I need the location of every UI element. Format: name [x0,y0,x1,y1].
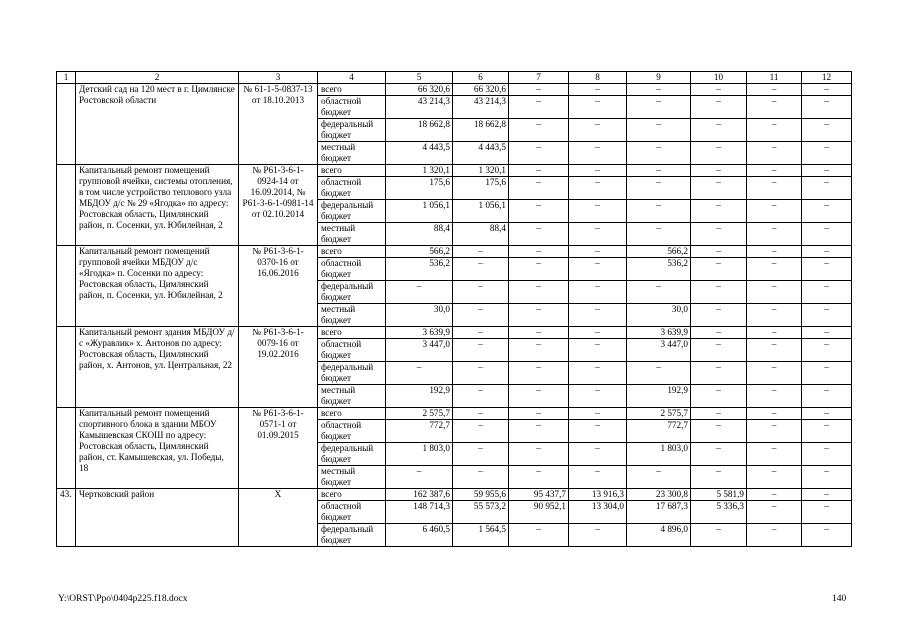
amount-cell: – [453,443,509,466]
object-name: Детский сад на 120 мест в г. Цимлянске Ростовской области [76,84,239,165]
amount-cell: – [691,142,747,165]
column-header: 4 [318,72,386,84]
amount-cell: 1 803,0 [386,443,453,466]
amount-cell: – [569,84,627,96]
amount-cell: – [691,420,747,443]
amount-cell: 88,4 [453,223,509,246]
amount-cell: 90 952,1 [509,501,569,524]
amount-cell: 88,4 [386,223,453,246]
amount-cell: – [509,177,569,200]
column-header: 6 [453,72,509,84]
amount-cell: 66 320,6 [386,84,453,96]
amount-cell: – [691,258,747,281]
amount-cell: 4 443,5 [386,142,453,165]
amount-cell: 162 387,6 [386,489,453,501]
amount-cell: – [747,223,802,246]
amount-cell: 3 447,0 [386,339,453,362]
amount-cell: – [509,84,569,96]
column-header: 10 [691,72,747,84]
object-name: Чертковский район [76,489,239,547]
amount-cell: – [691,304,747,327]
amount-cell: – [386,466,453,489]
funding-source: всего [318,165,386,177]
amount-cell: – [453,466,509,489]
amount-cell: – [802,84,852,96]
funding-source: местный бюджет [318,142,386,165]
amount-cell: 5 336,3 [691,501,747,524]
funding-source: областной бюджет [318,420,386,443]
amount-cell: – [691,223,747,246]
amount-cell: 6 460,5 [386,524,453,547]
amount-cell: – [509,246,569,258]
amount-cell: – [691,327,747,339]
amount-cell: – [802,420,852,443]
amount-cell: 175,6 [386,177,453,200]
column-header: 1 [57,72,76,84]
amount-cell: – [747,142,802,165]
amount-cell: – [627,466,691,489]
amount-cell: – [747,246,802,258]
funding-source: местный бюджет [318,466,386,489]
amount-cell: 2 575,7 [386,408,453,420]
amount-cell: – [569,362,627,385]
amount-cell: 30,0 [627,304,691,327]
amount-cell: – [627,200,691,223]
amount-cell: – [747,200,802,223]
amount-cell: – [802,385,852,408]
amount-cell: – [691,408,747,420]
amount-cell: 55 573,2 [453,501,509,524]
funding-source: федеральный бюджет [318,281,386,304]
budget-table [56,71,852,547]
page-number: 140 [832,594,847,604]
amount-cell: – [747,420,802,443]
amount-cell: – [569,165,627,177]
amount-cell: – [691,362,747,385]
amount-cell: – [569,339,627,362]
amount-cell: – [627,281,691,304]
amount-cell: 536,2 [627,258,691,281]
document-number: № Р61-3-6-1-0924-14 от 16.09.2014, № Р61-3-6-1-0981-14 от 02.10.2014 [239,165,318,246]
amount-cell: 30,0 [386,304,453,327]
document-number: № Р61-3-6-1-0370-16 от 16.06.2016 [239,246,318,327]
amount-cell: – [747,327,802,339]
amount-cell: – [569,142,627,165]
amount-cell: – [509,200,569,223]
amount-cell: 23 300,8 [627,489,691,501]
amount-cell: – [627,223,691,246]
amount-cell: 3 639,9 [386,327,453,339]
object-name: Капитальный ремонт здания МБДОУ д/с «Журавлик» х. Антонов по адресу: Ростовская область, Цимлянский район, х. Антонов, ул. Центральная, 22 [76,327,239,408]
amount-cell: – [453,281,509,304]
column-header: 5 [386,72,453,84]
column-header: 9 [627,72,691,84]
amount-cell: 1 320,1 [386,165,453,177]
file-path: Y:\ORST\Ppo\0404p225.f18.docx [58,594,188,604]
amount-cell: – [747,96,802,119]
funding-source: федеральный бюджет [318,524,386,547]
amount-cell: – [802,281,852,304]
amount-cell: – [747,339,802,362]
amount-cell: – [802,177,852,200]
amount-cell: – [802,258,852,281]
amount-cell: – [747,443,802,466]
amount-cell: 3 447,0 [627,339,691,362]
amount-cell: – [453,339,509,362]
amount-cell: 192,9 [386,385,453,408]
amount-cell: 4 896,0 [627,524,691,547]
amount-cell: – [509,408,569,420]
amount-cell: – [627,96,691,119]
amount-cell: – [569,96,627,119]
amount-cell: 192,9 [627,385,691,408]
amount-cell: – [569,223,627,246]
amount-cell: – [569,420,627,443]
amount-cell: – [802,246,852,258]
amount-cell: – [747,165,802,177]
amount-cell: – [802,339,852,362]
amount-cell: – [747,84,802,96]
object-name: Капитальный ремонт помещений групповой ячейки МБДОУ д/с «Ягодка» п. Сосенки по адресу: Ростовская область, Цимлянский район, п. Сосенки, ул. Юбилейная, 2 [76,246,239,327]
amount-cell: – [691,84,747,96]
document-number: № Р61-3-6-1-0571-1 от 01.09.2015 [239,408,318,489]
amount-cell: – [569,443,627,466]
amount-cell: – [802,489,852,501]
funding-source: областной бюджет [318,339,386,362]
funding-source: всего [318,408,386,420]
amount-cell: – [509,96,569,119]
amount-cell: – [453,327,509,339]
amount-cell: – [509,223,569,246]
row-number: 43. [57,489,76,547]
amount-cell: – [509,165,569,177]
funding-source: всего [318,489,386,501]
amount-cell: 4 443,5 [453,142,509,165]
amount-cell: – [569,408,627,420]
amount-cell: 148 714,3 [386,501,453,524]
column-header: 12 [802,72,852,84]
table-row [57,165,852,177]
amount-cell: – [747,362,802,385]
amount-cell: – [509,362,569,385]
amount-cell: 772,7 [627,420,691,443]
amount-cell: 13 304,0 [569,501,627,524]
amount-cell: 1 056,1 [386,200,453,223]
amount-cell: – [747,119,802,142]
amount-cell: – [802,119,852,142]
amount-cell: – [747,408,802,420]
object-name: Капитальный ремонт помещений групповой ячейки, системы отопления, в том числе устройство теплового узла МБДОУ д/с № 29 «Ягодка» по адресу: Ростовская область, Цимлянский район, п. Сосенки, ул. Юбилейная, 2 [76,165,239,246]
amount-cell: – [509,119,569,142]
amount-cell: – [747,385,802,408]
amount-cell: – [802,362,852,385]
amount-cell: 1 056,1 [453,200,509,223]
amount-cell: 59 955,6 [453,489,509,501]
funding-source: всего [318,84,386,96]
amount-cell: – [802,96,852,119]
funding-source: федеральный бюджет [318,362,386,385]
amount-cell: – [453,304,509,327]
amount-cell: – [802,304,852,327]
row-number [57,84,76,165]
amount-cell: – [569,177,627,200]
column-header: 3 [239,72,318,84]
row-number [57,408,76,489]
amount-cell: – [691,165,747,177]
amount-cell: 566,2 [386,246,453,258]
amount-cell: 66 320,6 [453,84,509,96]
amount-cell: – [627,142,691,165]
row-number [57,327,76,408]
amount-cell: – [802,223,852,246]
amount-cell: 43 214,3 [386,96,453,119]
amount-cell: – [569,246,627,258]
amount-cell: – [747,466,802,489]
amount-cell: 95 437,7 [509,489,569,501]
amount-cell: – [509,385,569,408]
amount-cell: – [691,281,747,304]
amount-cell: 13 916,3 [569,489,627,501]
funding-source: федеральный бюджет [318,200,386,223]
amount-cell: 17 687,3 [627,501,691,524]
funding-source: местный бюджет [318,385,386,408]
table-row [57,327,852,339]
amount-cell: 43 214,3 [453,96,509,119]
amount-cell: – [691,339,747,362]
header-row [57,72,852,84]
amount-cell: – [691,246,747,258]
amount-cell: – [627,165,691,177]
amount-cell: – [509,466,569,489]
amount-cell: – [802,408,852,420]
amount-cell: – [691,524,747,547]
row-number [57,246,76,327]
amount-cell: – [509,524,569,547]
amount-cell: – [509,142,569,165]
amount-cell: 18 662,8 [453,119,509,142]
amount-cell: – [453,408,509,420]
amount-cell: – [691,385,747,408]
amount-cell: – [691,96,747,119]
amount-cell: – [627,362,691,385]
row-number [57,165,76,246]
amount-cell: – [569,327,627,339]
funding-source: всего [318,246,386,258]
table-row [57,246,852,258]
amount-cell: – [627,119,691,142]
amount-cell: – [802,501,852,524]
document-number: Х [239,489,318,547]
amount-cell: – [747,524,802,547]
amount-cell: 2 575,7 [627,408,691,420]
amount-cell: – [569,258,627,281]
funding-source: областной бюджет [318,501,386,524]
amount-cell: – [453,385,509,408]
amount-cell: 18 662,8 [386,119,453,142]
amount-cell: – [569,466,627,489]
column-header: 2 [76,72,239,84]
amount-cell: – [747,177,802,200]
table-row [57,489,852,501]
amount-cell: – [569,281,627,304]
amount-cell: – [747,489,802,501]
amount-cell: – [569,385,627,408]
amount-cell: 3 639,9 [627,327,691,339]
amount-cell: – [802,466,852,489]
amount-cell: – [691,119,747,142]
funding-source: федеральный бюджет [318,443,386,466]
amount-cell: – [453,246,509,258]
amount-cell: – [569,119,627,142]
amount-cell: – [802,200,852,223]
amount-cell: – [509,443,569,466]
amount-cell: – [509,281,569,304]
amount-cell: 1 320,1 [453,165,509,177]
amount-cell: – [509,258,569,281]
amount-cell: – [509,420,569,443]
amount-cell: – [386,362,453,385]
amount-cell: – [802,165,852,177]
amount-cell: – [453,258,509,281]
amount-cell: – [569,200,627,223]
amount-cell: – [509,304,569,327]
amount-cell: – [453,362,509,385]
document-number: № 61-1-5-0837-13 от 18.10.2013 [239,84,318,165]
column-header: 11 [747,72,802,84]
table-row [57,408,852,420]
amount-cell: – [569,524,627,547]
object-name: Капитальный ремонт помещений спортивного блока в здании МБОУ Камышевская СКОШ по адресу: Ростовская область, Цимлянский район, ст. Камышевская, ул. Победы, 18 [76,408,239,489]
funding-source: местный бюджет [318,223,386,246]
amount-cell: – [747,281,802,304]
column-header: 7 [509,72,569,84]
amount-cell: 772,7 [386,420,453,443]
amount-cell: 566,2 [627,246,691,258]
table-row [57,84,852,96]
funding-source: областной бюджет [318,177,386,200]
amount-cell: 1 564,5 [453,524,509,547]
amount-cell: – [509,339,569,362]
amount-cell: – [691,200,747,223]
amount-cell: – [747,501,802,524]
amount-cell: – [691,177,747,200]
funding-source: федеральный бюджет [318,119,386,142]
document-number: № Р61-3-6-1-0079-16 от 19.02.2016 [239,327,318,408]
amount-cell: – [691,466,747,489]
amount-cell: – [747,258,802,281]
amount-cell: 536,2 [386,258,453,281]
amount-cell: – [509,327,569,339]
amount-cell: – [747,304,802,327]
amount-cell: – [569,304,627,327]
amount-cell: – [802,142,852,165]
amount-cell: – [386,281,453,304]
amount-cell: – [627,84,691,96]
column-header: 8 [569,72,627,84]
funding-source: всего [318,327,386,339]
amount-cell: – [627,177,691,200]
funding-source: местный бюджет [318,304,386,327]
amount-cell: – [802,327,852,339]
funding-source: областной бюджет [318,96,386,119]
amount-cell: 1 803,0 [627,443,691,466]
amount-cell: – [691,443,747,466]
amount-cell: 175,6 [453,177,509,200]
amount-cell: – [802,443,852,466]
amount-cell: – [802,524,852,547]
funding-source: областной бюджет [318,258,386,281]
amount-cell: 5 581,9 [691,489,747,501]
amount-cell: – [453,420,509,443]
